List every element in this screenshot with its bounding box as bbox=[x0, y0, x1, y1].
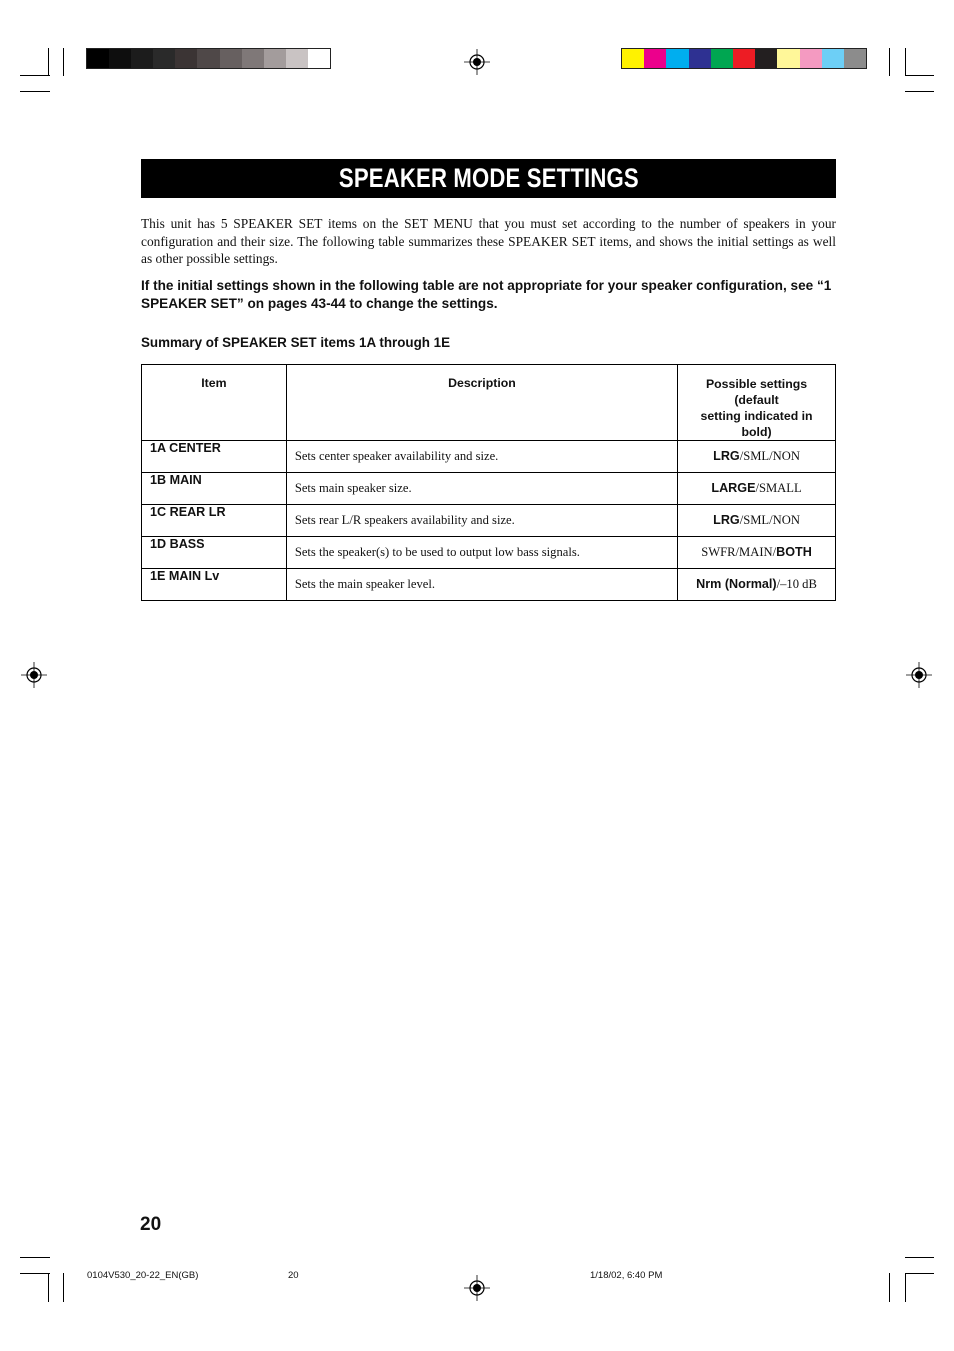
calibration-swatch bbox=[308, 49, 330, 68]
row-settings bbox=[678, 473, 836, 505]
page-number: 20 bbox=[140, 1214, 162, 1235]
settings-suffix: /–10 dB bbox=[776, 577, 817, 591]
row-item: 1A CENTER bbox=[142, 441, 287, 473]
row-description: Sets center speaker availability and size. bbox=[286, 441, 677, 473]
settings-suffix: /SML/NON bbox=[739, 449, 800, 463]
calibration-swatch bbox=[822, 49, 844, 68]
row-description: Sets main speaker size. bbox=[286, 473, 677, 505]
calibration-swatch bbox=[87, 49, 109, 68]
crop-mark bbox=[905, 1273, 934, 1274]
calibration-swatch bbox=[733, 49, 755, 68]
crop-mark bbox=[905, 1273, 906, 1302]
row-settings bbox=[678, 441, 836, 473]
crop-mark bbox=[48, 48, 49, 76]
page-title bbox=[141, 159, 836, 198]
calibration-swatch bbox=[220, 49, 242, 68]
settings-suffix: /SMALL bbox=[755, 481, 802, 495]
footer-file: 0104V530_20-22_EN(GB) bbox=[87, 1270, 199, 1281]
table-row bbox=[142, 569, 836, 601]
row-item: 1B MAIN bbox=[142, 473, 287, 505]
settings-default: LRG bbox=[713, 513, 740, 527]
table-header-row bbox=[142, 365, 836, 441]
crop-mark bbox=[20, 1273, 50, 1274]
row-item: 1C REAR LR bbox=[142, 505, 287, 537]
calibration-swatch bbox=[844, 49, 866, 68]
table-row bbox=[142, 505, 836, 537]
settings-suffix: /SML/NON bbox=[739, 513, 800, 527]
table-row bbox=[142, 441, 836, 473]
calibration-swatch bbox=[777, 49, 799, 68]
table-heading: Summary of SPEAKER SET items 1A through 1E bbox=[141, 335, 451, 350]
calibration-swatch bbox=[131, 49, 153, 68]
settings-default: BOTH bbox=[776, 545, 812, 559]
settings-default: LRG bbox=[713, 449, 740, 463]
footer-date: 1/18/02, 6:40 PM bbox=[590, 1270, 663, 1281]
calibration-swatch bbox=[644, 49, 666, 68]
row-settings bbox=[678, 537, 836, 569]
table-row bbox=[142, 473, 836, 505]
calibration-swatch bbox=[711, 49, 733, 68]
crop-mark bbox=[905, 1257, 934, 1258]
calibration-swatch bbox=[264, 49, 286, 68]
registration-mark-icon bbox=[906, 662, 932, 688]
crop-mark bbox=[889, 1273, 890, 1302]
speaker-set-table bbox=[141, 364, 836, 601]
calibration-swatch bbox=[153, 49, 175, 68]
header-description: Description bbox=[286, 365, 677, 441]
crop-mark bbox=[905, 48, 906, 76]
crop-mark bbox=[20, 91, 50, 92]
calibration-swatch bbox=[197, 49, 219, 68]
header-item: Item bbox=[142, 365, 287, 441]
header-settings-line2: setting indicated in bold) bbox=[700, 409, 813, 439]
crop-mark bbox=[48, 1273, 49, 1302]
calibration-swatch bbox=[175, 49, 197, 68]
crop-mark bbox=[889, 48, 890, 76]
calibration-swatch bbox=[242, 49, 264, 68]
warning-paragraph: If the initial settings shown in the following table are not appropriate for your speaker configuration, see “1 SPEAKER SET” on pages 43-44 to change the settings. bbox=[141, 278, 832, 311]
intro-paragraph: This unit has 5 SPEAKER SET items on the SET MENU that you must set according to the number of speakers in your configuration and their size. The following table summarizes these SPEAKER SET items, and shows the initial settings as well as other possible settings. bbox=[141, 216, 836, 266]
row-description: Sets rear L/R speakers availability and size. bbox=[286, 505, 677, 537]
calibration-swatch bbox=[109, 49, 131, 68]
table-row bbox=[142, 537, 836, 569]
color-calibration-bar bbox=[621, 48, 867, 69]
grayscale-calibration-bar bbox=[86, 48, 331, 69]
row-description: Sets the speaker(s) to be used to output low bass signals. bbox=[286, 537, 677, 569]
crop-mark bbox=[63, 48, 64, 76]
crop-mark bbox=[20, 1257, 50, 1258]
registration-mark-icon bbox=[21, 662, 47, 688]
crop-mark bbox=[20, 75, 50, 76]
header-settings-line1: Possible settings (default bbox=[705, 377, 808, 407]
header-settings bbox=[678, 365, 836, 441]
calibration-swatch bbox=[755, 49, 777, 68]
page-title-text: SPEAKER MODE SETTINGS bbox=[338, 163, 639, 193]
footer-page: 20 bbox=[288, 1270, 299, 1281]
row-item: 1D BASS bbox=[142, 537, 287, 569]
settings-prefix: SWFR/MAIN/ bbox=[701, 545, 777, 559]
crop-mark bbox=[905, 91, 934, 92]
settings-default: Nrm (Normal) bbox=[696, 577, 777, 591]
calibration-swatch bbox=[689, 49, 711, 68]
calibration-swatch bbox=[622, 49, 644, 68]
row-settings bbox=[678, 505, 836, 537]
calibration-swatch bbox=[800, 49, 822, 68]
row-description: Sets the main speaker level. bbox=[286, 569, 677, 601]
registration-mark-icon bbox=[464, 1275, 490, 1301]
crop-mark bbox=[63, 1273, 64, 1302]
registration-mark-icon bbox=[464, 49, 490, 75]
settings-default: LARGE bbox=[711, 481, 756, 495]
row-settings bbox=[678, 569, 836, 601]
calibration-swatch bbox=[666, 49, 688, 68]
calibration-swatch bbox=[286, 49, 308, 68]
row-item: 1E MAIN Lv bbox=[142, 569, 287, 601]
crop-mark bbox=[905, 75, 934, 76]
